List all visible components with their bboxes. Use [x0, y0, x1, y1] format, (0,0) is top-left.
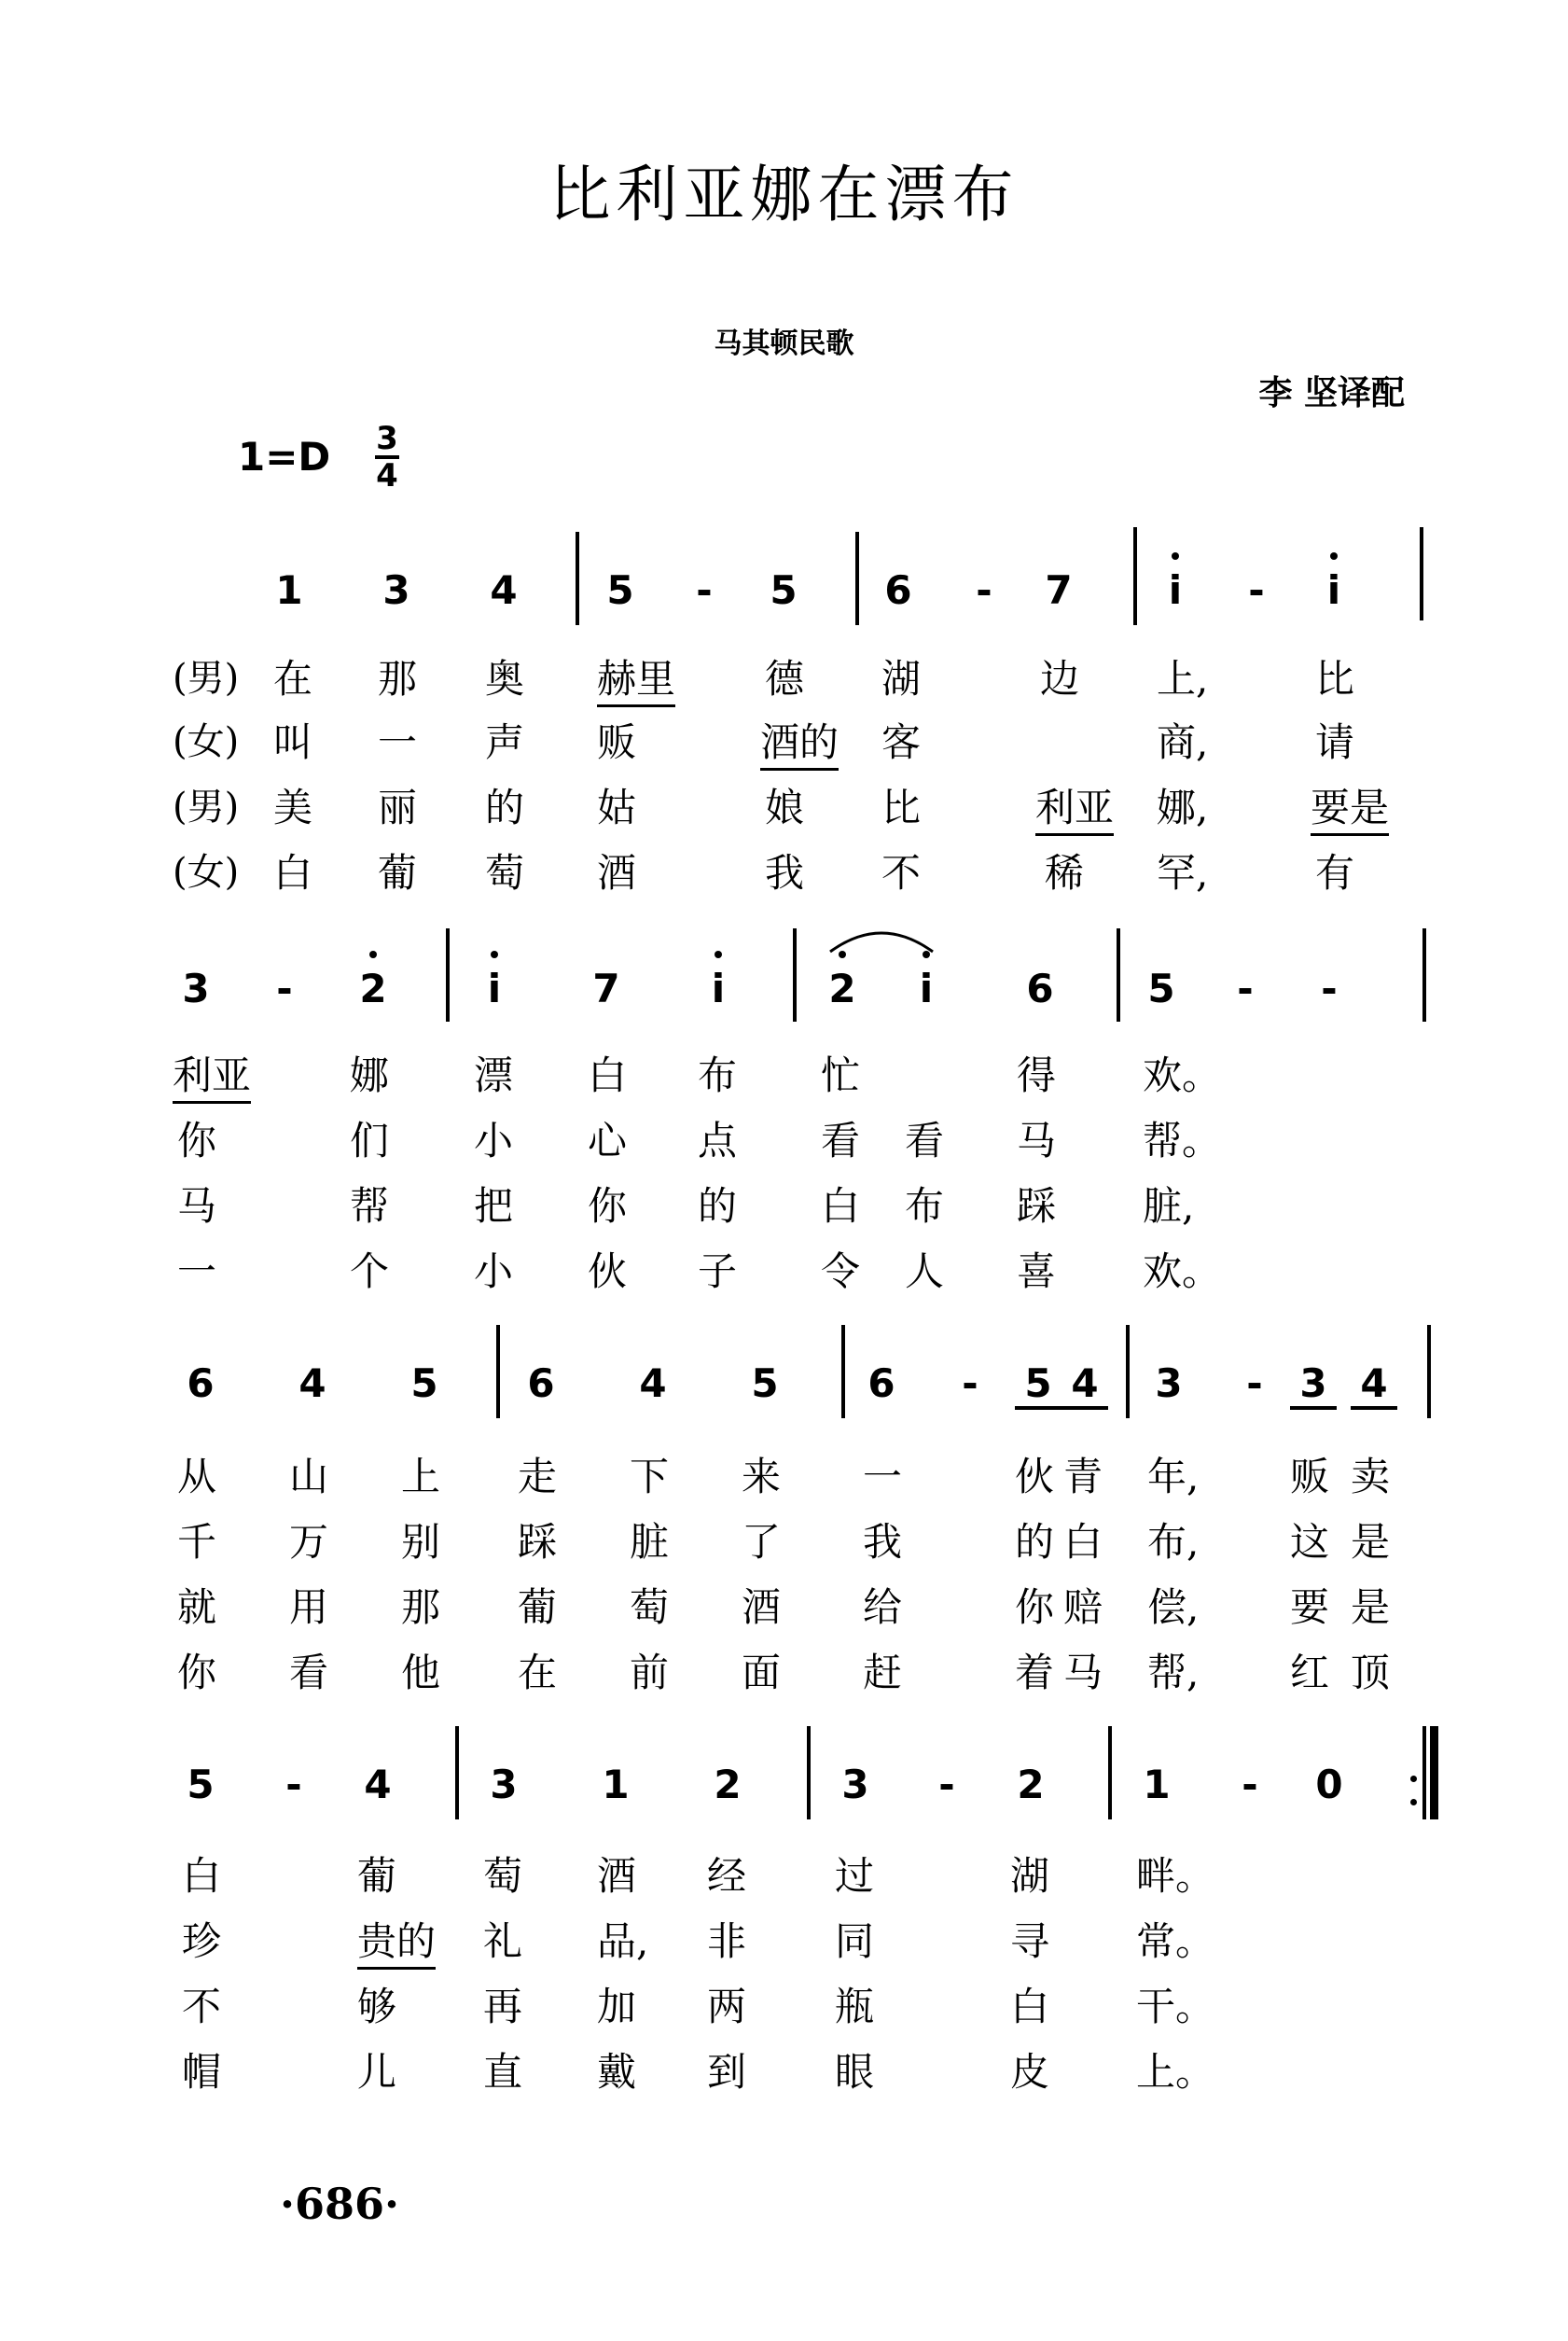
- lyric: 两: [707, 1984, 747, 2029]
- note: 2: [714, 1762, 742, 1807]
- lyric: 利亚: [1035, 777, 1114, 836]
- lyric: 非: [707, 1918, 747, 1964]
- lyric: 再: [483, 1984, 523, 2029]
- note: 1: [602, 1762, 630, 1807]
- note: 2: [819, 966, 866, 1011]
- lyric: 常。: [1136, 1918, 1215, 1964]
- lyric: 皮: [1010, 2049, 1050, 2095]
- lyric: 加: [597, 1984, 637, 2029]
- dash: -: [1246, 1360, 1263, 1406]
- lyric: 白: [588, 1052, 628, 1098]
- note: 1: [1143, 1762, 1171, 1807]
- lyric: 们: [350, 1118, 390, 1164]
- lyric: 你: [588, 1183, 628, 1229]
- lyric: 不: [182, 1984, 222, 2029]
- note: 7: [1045, 567, 1073, 613]
- lyric: 踩: [1017, 1183, 1057, 1229]
- key-signature: 1=D: [238, 434, 331, 480]
- lyric: 萄: [630, 1584, 670, 1630]
- lyric: 一: [378, 719, 418, 765]
- bar-line: [855, 532, 859, 625]
- lyric: 一: [177, 1248, 217, 1294]
- lyric: 姑: [597, 785, 637, 830]
- lyric: 令: [821, 1248, 861, 1294]
- bar-line: [1117, 928, 1120, 1022]
- dash: -: [1237, 966, 1254, 1011]
- bar-line: [1420, 527, 1423, 620]
- lyric: 奥: [485, 656, 525, 702]
- lyric: 帽: [182, 2049, 222, 2095]
- lyric: 偿,: [1147, 1584, 1200, 1630]
- bar-line: [455, 1726, 459, 1819]
- note: 6: [884, 567, 912, 613]
- lyric: 赫里: [597, 648, 675, 707]
- voice-label: (女): [173, 720, 240, 763]
- bar-line: [841, 1325, 845, 1418]
- dash: -: [285, 1762, 302, 1807]
- lyric: 他: [401, 1650, 441, 1695]
- voice-label: (女): [173, 851, 240, 894]
- note: 4: [364, 1762, 392, 1807]
- lyric: 赔: [1063, 1584, 1103, 1630]
- note: 5: [606, 567, 634, 613]
- lyric: 前: [630, 1650, 670, 1695]
- note: 3: [1155, 1360, 1183, 1406]
- lyric: 一: [863, 1454, 903, 1499]
- lyric: 白: [273, 850, 313, 896]
- note: 3: [490, 1762, 518, 1807]
- lyric: 把: [474, 1183, 514, 1229]
- lyric: 畔。: [1136, 1853, 1215, 1899]
- lyric: 的: [485, 785, 525, 830]
- lyric: 面: [742, 1650, 782, 1695]
- lyric: 万: [289, 1519, 329, 1565]
- lyric: 千: [177, 1519, 217, 1565]
- dash: -: [276, 966, 293, 1011]
- note: 4: [639, 1360, 667, 1406]
- page-number: ·686·: [280, 2179, 400, 2229]
- note: 0: [1315, 1762, 1343, 1807]
- lyric: 酒: [597, 1853, 637, 1899]
- lyric: 珍: [182, 1918, 222, 1964]
- lyric: 边: [1040, 656, 1080, 702]
- lyric: 伙: [1015, 1454, 1055, 1499]
- lyric: 人: [905, 1248, 945, 1294]
- lyric: 的: [698, 1183, 738, 1229]
- lyric: 布,: [1147, 1519, 1200, 1565]
- lyric: 葡: [378, 850, 418, 896]
- lyric: 在: [518, 1650, 558, 1695]
- note: 5: [1015, 1360, 1062, 1410]
- note: 6: [187, 1360, 215, 1406]
- time-signature: [373, 422, 401, 493]
- lyric: 你: [1015, 1584, 1055, 1630]
- lyric: 来: [742, 1454, 782, 1499]
- lyric: 叫: [273, 719, 313, 765]
- bar-line: [446, 928, 450, 1022]
- lyric: 比: [881, 785, 922, 830]
- lyric: 我: [765, 850, 805, 896]
- lyric: 下: [630, 1454, 670, 1499]
- song-origin: 马其顿民歌: [714, 327, 854, 360]
- lyric: 湖: [1010, 1853, 1050, 1899]
- lyric: 声: [485, 719, 525, 765]
- lyric: 白: [1063, 1519, 1103, 1565]
- note: i: [1152, 567, 1199, 613]
- note: i: [1311, 567, 1357, 613]
- lyric: 白: [821, 1183, 861, 1229]
- bar-line: [1422, 928, 1426, 1022]
- lyric: 山: [289, 1454, 329, 1499]
- dash: -: [696, 567, 713, 613]
- voice-label: (男): [173, 786, 240, 829]
- lyric: 个: [350, 1248, 390, 1294]
- lyric: 的: [1015, 1519, 1055, 1565]
- lyric: 客: [881, 719, 922, 765]
- lyric: 赶: [863, 1650, 903, 1695]
- note: 5: [751, 1360, 779, 1406]
- dash: -: [976, 567, 992, 613]
- lyric: 上: [401, 1454, 441, 1499]
- lyric: 酒: [597, 850, 637, 896]
- lyric: 商,: [1157, 719, 1209, 765]
- note: 4: [298, 1360, 326, 1406]
- lyric: 那: [378, 656, 418, 702]
- lyric: 儿: [357, 2049, 397, 2095]
- note: 5: [187, 1762, 215, 1807]
- lyric: 你: [177, 1650, 217, 1695]
- song-title: 比利亚娜在漂布: [548, 159, 1020, 230]
- lyric: 在: [273, 656, 313, 702]
- lyric: 踩: [518, 1519, 558, 1565]
- note: 6: [527, 1360, 555, 1406]
- lyric: 过: [835, 1853, 875, 1899]
- note: 3: [382, 567, 410, 613]
- lyric: 经: [707, 1853, 747, 1899]
- lyric: 够: [357, 1984, 397, 2029]
- lyric: 欢。: [1143, 1248, 1222, 1294]
- lyric: 就: [177, 1584, 217, 1630]
- lyric: 上,: [1157, 656, 1209, 702]
- note: i: [471, 966, 518, 1011]
- dash: -: [1242, 1762, 1258, 1807]
- lyric: 比: [1315, 656, 1355, 702]
- note: 4: [1062, 1360, 1108, 1410]
- lyric: 心: [588, 1118, 628, 1164]
- lyric: 美: [273, 785, 313, 830]
- lyric: 白: [1010, 1984, 1050, 2029]
- lyric: 给: [863, 1584, 903, 1630]
- bar-line: [1133, 527, 1137, 625]
- note: 5: [410, 1360, 438, 1406]
- lyric: 欢。: [1143, 1052, 1222, 1098]
- lyric: 点: [698, 1118, 738, 1164]
- dash: -: [1248, 567, 1265, 613]
- dash: -: [1321, 966, 1338, 1011]
- lyric: 要是: [1311, 777, 1389, 836]
- lyric: 你: [177, 1118, 217, 1164]
- note: 6: [867, 1360, 895, 1406]
- lyric: 走: [518, 1454, 558, 1499]
- translator-credit: 李 坚译配: [1258, 374, 1405, 412]
- lyric: 酒的: [760, 712, 839, 771]
- lyric: 子: [698, 1248, 738, 1294]
- lyric: 稀: [1045, 850, 1085, 896]
- dash: -: [938, 1762, 955, 1807]
- lyric: 看: [905, 1118, 945, 1164]
- bar-line: [1126, 1325, 1130, 1418]
- lyric: 伙: [588, 1248, 628, 1294]
- note: 5: [1147, 966, 1175, 1011]
- lyric: 布: [905, 1183, 945, 1229]
- lyric: 马: [1017, 1118, 1057, 1164]
- lyric: 娜: [350, 1052, 390, 1098]
- lyric: 干。: [1136, 1984, 1215, 2029]
- note: 3: [182, 966, 210, 1011]
- bar-line: [807, 1726, 811, 1819]
- lyric: 得: [1017, 1052, 1057, 1098]
- lyric: 用: [289, 1584, 329, 1630]
- lyric: 布: [698, 1052, 738, 1098]
- lyric: 请: [1315, 719, 1355, 765]
- lyric: 顶: [1351, 1650, 1391, 1695]
- lyric: 上。: [1136, 2049, 1215, 2095]
- lyric: 不: [881, 850, 922, 896]
- lyric: 瓶: [835, 1984, 875, 2029]
- note: 4: [1351, 1360, 1397, 1410]
- lyric: 要: [1290, 1584, 1330, 1630]
- note: 2: [1017, 1762, 1045, 1807]
- note: 7: [592, 966, 620, 1011]
- lyric: 着: [1015, 1650, 1055, 1695]
- lyric: 帮,: [1147, 1650, 1200, 1695]
- lyric: 脏,: [1143, 1183, 1195, 1229]
- lyric: 年,: [1147, 1454, 1200, 1499]
- note: 1: [275, 567, 303, 613]
- lyric: 青: [1063, 1454, 1103, 1499]
- lyric: 马: [177, 1183, 217, 1229]
- lyric: 直: [483, 2049, 523, 2095]
- time-signature-bottom: 4: [376, 457, 398, 495]
- lyric: 丽: [378, 785, 418, 830]
- lyric: 看: [289, 1650, 329, 1695]
- lyric: 萄: [485, 850, 525, 896]
- lyric: 礼: [483, 1918, 523, 1964]
- time-signature-top: 3: [376, 420, 398, 457]
- bar-line: [1427, 1325, 1431, 1418]
- lyric: 葡: [518, 1584, 558, 1630]
- lyric: 葡: [357, 1853, 397, 1899]
- bar-line: [576, 532, 579, 625]
- note: 3: [1290, 1360, 1337, 1410]
- lyric: 罕,: [1157, 850, 1209, 896]
- lyric: 到: [707, 2049, 747, 2095]
- lyric: 贩: [597, 719, 637, 765]
- lyric: 帮: [350, 1183, 390, 1229]
- lyric: 马: [1063, 1650, 1103, 1695]
- lyric: 红: [1290, 1650, 1330, 1695]
- lyric: 利亚: [173, 1045, 251, 1104]
- lyric: 别: [401, 1519, 441, 1565]
- lyric: 眼: [835, 2049, 875, 2095]
- lyric: 是: [1351, 1584, 1391, 1630]
- lyric: 帮。: [1143, 1118, 1222, 1164]
- lyric: 了: [742, 1519, 782, 1565]
- lyric: 德: [765, 656, 805, 702]
- note: 3: [841, 1762, 869, 1807]
- note: 2: [350, 966, 396, 1011]
- lyric: 贩: [1290, 1454, 1330, 1499]
- lyric: 有: [1315, 850, 1355, 896]
- note: 6: [1026, 966, 1054, 1011]
- lyric: 湖: [881, 656, 922, 702]
- voice-label: (男): [173, 657, 240, 700]
- bar-line: [496, 1325, 500, 1418]
- note: i: [903, 966, 950, 1011]
- lyric: 娜,: [1157, 785, 1209, 830]
- lyric: 贵的: [357, 1911, 436, 1970]
- lyric: 喜: [1017, 1248, 1057, 1294]
- lyric: 从: [177, 1454, 217, 1499]
- bar-line: [1108, 1726, 1112, 1819]
- lyric: 寻: [1010, 1918, 1050, 1964]
- lyric: 同: [835, 1918, 875, 1964]
- lyric: 这: [1290, 1519, 1330, 1565]
- lyric: 白: [182, 1853, 222, 1899]
- lyric: 那: [401, 1584, 441, 1630]
- lyric: 漂: [474, 1052, 514, 1098]
- lyric: 小: [474, 1248, 514, 1294]
- lyric: 忙: [821, 1052, 861, 1098]
- bar-line: [793, 928, 797, 1022]
- dash: -: [962, 1360, 978, 1406]
- lyric: 萄: [483, 1853, 523, 1899]
- lyric: 看: [821, 1118, 861, 1164]
- note: 5: [770, 567, 798, 613]
- lyric: 是: [1351, 1519, 1391, 1565]
- lyric: 脏: [630, 1519, 670, 1565]
- note: 4: [490, 567, 518, 613]
- lyric: 我: [863, 1519, 903, 1565]
- note: i: [695, 966, 742, 1011]
- lyric: 酒: [742, 1584, 782, 1630]
- lyric: 娘: [765, 785, 805, 830]
- lyric: 卖: [1351, 1454, 1391, 1499]
- lyric: 品,: [597, 1918, 649, 1964]
- lyric: 小: [474, 1118, 514, 1164]
- lyric: 戴: [597, 2049, 637, 2095]
